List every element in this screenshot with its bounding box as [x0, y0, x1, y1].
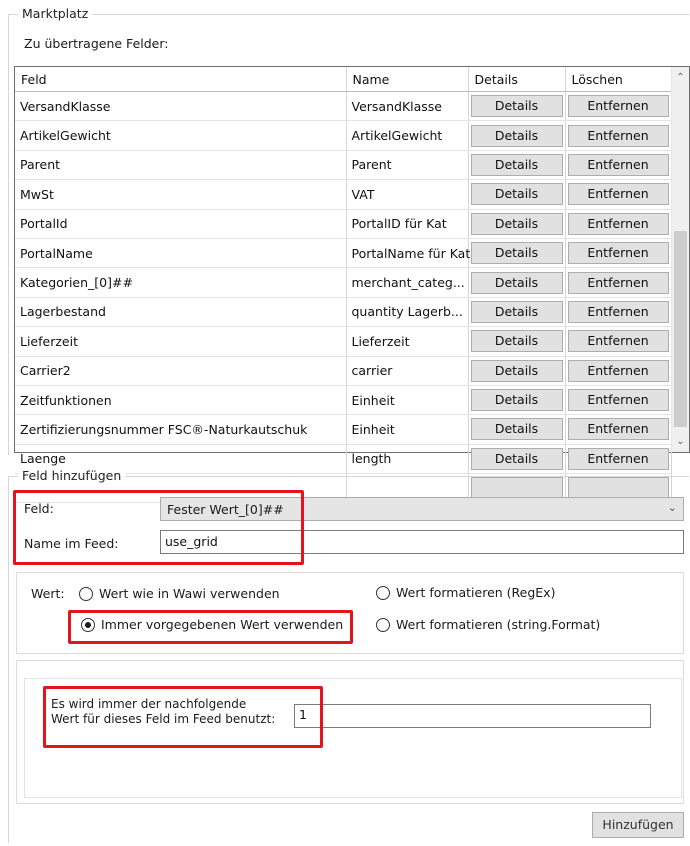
chevron-down-icon[interactable]: ⌄ — [667, 501, 677, 514]
table-row[interactable] — [15, 268, 671, 297]
radio-regex-label: Wert formatieren (RegEx) — [396, 585, 556, 600]
row-details-cell — [468, 238, 565, 267]
details-button[interactable]: Details — [471, 183, 563, 205]
remove-button[interactable]: Entfernen — [568, 154, 669, 176]
radio-use-wawi-label: Wert wie in Wawi verwenden — [99, 586, 280, 601]
column-header-delete[interactable]: Löschen — [565, 67, 671, 92]
highlight-field-name — [13, 490, 304, 565]
row-details-cell — [468, 385, 565, 414]
row-details-cell — [468, 121, 565, 150]
radio-use-wawi-dot[interactable] — [79, 587, 93, 601]
table-row[interactable] — [15, 385, 671, 414]
radio-regex-dot[interactable] — [376, 586, 390, 600]
row-remove-cell — [565, 415, 671, 444]
remove-button[interactable]: Entfernen — [568, 330, 669, 352]
row-details-cell — [468, 92, 565, 121]
table-row[interactable] — [15, 327, 671, 356]
row-name-cell: quantity Lagerb... — [346, 297, 468, 326]
details-button[interactable]: Details — [471, 360, 563, 382]
row-field-cell: Lieferzeit — [15, 327, 346, 356]
remove-button[interactable]: Entfernen — [568, 389, 669, 411]
row-name-cell: Einheit — [346, 415, 468, 444]
row-name-cell: Parent — [346, 150, 468, 179]
row-field-cell: Kategorien_[0]## — [15, 268, 346, 297]
row-details-cell — [468, 297, 565, 326]
details-button[interactable]: Details — [471, 448, 563, 470]
row-field-cell: Laenge — [15, 444, 346, 473]
details-button[interactable]: Details — [471, 154, 563, 176]
fixed-value-input[interactable]: 1 — [294, 704, 651, 728]
row-remove-cell — [565, 385, 671, 414]
add-field-title: Feld hinzufügen — [18, 468, 125, 483]
scrollbar-thumb[interactable] — [674, 231, 687, 427]
table-row[interactable] — [15, 297, 671, 326]
row-field-cell: Zertifizierungsnummer FSC®-Naturkautschuk — [15, 415, 346, 444]
row-remove-cell — [565, 180, 671, 209]
row-details-cell — [468, 327, 565, 356]
row-field-cell: Lagerbestand — [15, 297, 346, 326]
row-field-cell: MwSt — [15, 180, 346, 209]
fixed-value-description-line1: Es wird immer der nachfolgende — [51, 697, 247, 711]
row-remove-cell — [565, 238, 671, 267]
row-remove-cell — [565, 356, 671, 385]
table-row[interactable] — [15, 238, 671, 267]
details-button[interactable]: Details — [471, 272, 563, 294]
remove-button[interactable]: Entfernen — [568, 242, 669, 264]
row-details-cell — [468, 268, 565, 297]
row-remove-cell — [565, 297, 671, 326]
row-field-cell: Zeitfunktionen — [15, 385, 346, 414]
row-details-cell — [468, 180, 565, 209]
column-header-field[interactable]: Feld — [15, 67, 346, 92]
name-in-feed-label: Name im Feed: — [24, 536, 119, 551]
table-row[interactable] — [15, 92, 671, 121]
row-name-cell: VersandKlasse — [346, 92, 468, 121]
highlight-fixed-value — [43, 686, 323, 748]
row-details-cell — [468, 444, 565, 473]
row-name-cell: PortalName für Kat — [346, 238, 468, 267]
row-remove-cell — [565, 268, 671, 297]
row-field-cell: PortalId — [15, 209, 346, 238]
details-button[interactable]: Details — [471, 418, 563, 440]
table-row[interactable] — [15, 415, 671, 444]
details-button[interactable]: Details — [471, 301, 563, 323]
row-field-cell: PortalName — [15, 238, 346, 267]
radio-string-format-dot[interactable] — [376, 618, 390, 632]
table-header-row — [15, 67, 671, 92]
row-remove-cell — [565, 444, 671, 473]
radio-fixed-value-label: Immer vorgegebenen Wert verwenden — [101, 617, 344, 632]
row-name-cell: PortalID für Kat — [346, 209, 468, 238]
scroll-up-arrow-icon[interactable]: ⌃ — [676, 72, 685, 83]
name-in-feed-input[interactable]: use_grid — [160, 530, 684, 554]
row-name-cell: ArtikelGewicht — [346, 121, 468, 150]
fields-label: Zu übertragene Felder: — [24, 36, 169, 51]
row-remove-cell — [565, 327, 671, 356]
remove-button[interactable]: Entfernen — [568, 301, 669, 323]
row-field-cell: Carrier2 — [15, 356, 346, 385]
row-details-cell — [468, 150, 565, 179]
scroll-down-arrow-icon[interactable]: ⌄ — [676, 436, 685, 447]
table-row[interactable] — [15, 209, 671, 238]
highlight-fixed-radio — [68, 610, 353, 644]
row-details-cell — [468, 415, 565, 444]
fields-table — [14, 66, 690, 467]
details-button[interactable]: Details — [471, 242, 563, 264]
field-label: Feld: — [24, 501, 54, 516]
table-row[interactable] — [15, 180, 671, 209]
table-row[interactable] — [15, 356, 671, 385]
remove-button[interactable]: Entfernen — [568, 272, 669, 294]
remove-button[interactable]: Entfernen — [568, 183, 669, 205]
row-name-cell: merchant_categ... — [346, 268, 468, 297]
table-scrollbar[interactable] — [671, 67, 689, 452]
radio-string-format-label: Wert formatieren (string.Format) — [396, 617, 601, 632]
remove-button[interactable]: Entfernen — [568, 360, 669, 382]
row-remove-cell — [565, 121, 671, 150]
details-button[interactable]: Details — [471, 389, 563, 411]
marketplace-title: Marktplatz — [18, 6, 92, 21]
row-name-cell: Lieferzeit — [346, 327, 468, 356]
remove-button[interactable]: Entfernen — [568, 448, 669, 470]
details-button[interactable]: Details — [471, 125, 563, 147]
value-label: Wert: — [31, 586, 65, 601]
row-remove-cell — [565, 209, 671, 238]
row-field-cell: Parent — [15, 150, 346, 179]
row-remove-cell — [565, 150, 671, 179]
row-field-cell: VersandKlasse — [15, 92, 346, 121]
details-button[interactable]: Details — [471, 330, 563, 352]
column-header-details[interactable]: Details — [468, 67, 565, 92]
row-name-cell: length — [346, 444, 468, 473]
remove-button[interactable]: Entfernen — [568, 125, 669, 147]
fixed-value-description-line2: Wert für dieses Feld im Feed benutzt: — [51, 712, 276, 726]
field-select-value: Fester Wert_[0]## — [167, 502, 284, 517]
row-name-cell: Einheit — [346, 385, 468, 414]
details-button[interactable]: Details — [471, 95, 563, 117]
remove-button[interactable]: Entfernen — [568, 418, 669, 440]
remove-button[interactable]: Entfernen — [568, 95, 669, 117]
details-button[interactable]: Details — [471, 213, 563, 235]
table-row[interactable] — [15, 150, 671, 179]
row-name-cell: VAT — [346, 180, 468, 209]
row-details-cell — [468, 356, 565, 385]
row-details-cell — [468, 209, 565, 238]
column-header-name[interactable]: Name — [346, 67, 468, 92]
row-field-cell: ArtikelGewicht — [15, 121, 346, 150]
add-button[interactable]: Hinzufügen — [592, 812, 684, 838]
remove-button[interactable]: Entfernen — [568, 213, 669, 235]
row-remove-cell — [565, 92, 671, 121]
table-row[interactable] — [15, 121, 671, 150]
row-name-cell: carrier — [346, 356, 468, 385]
